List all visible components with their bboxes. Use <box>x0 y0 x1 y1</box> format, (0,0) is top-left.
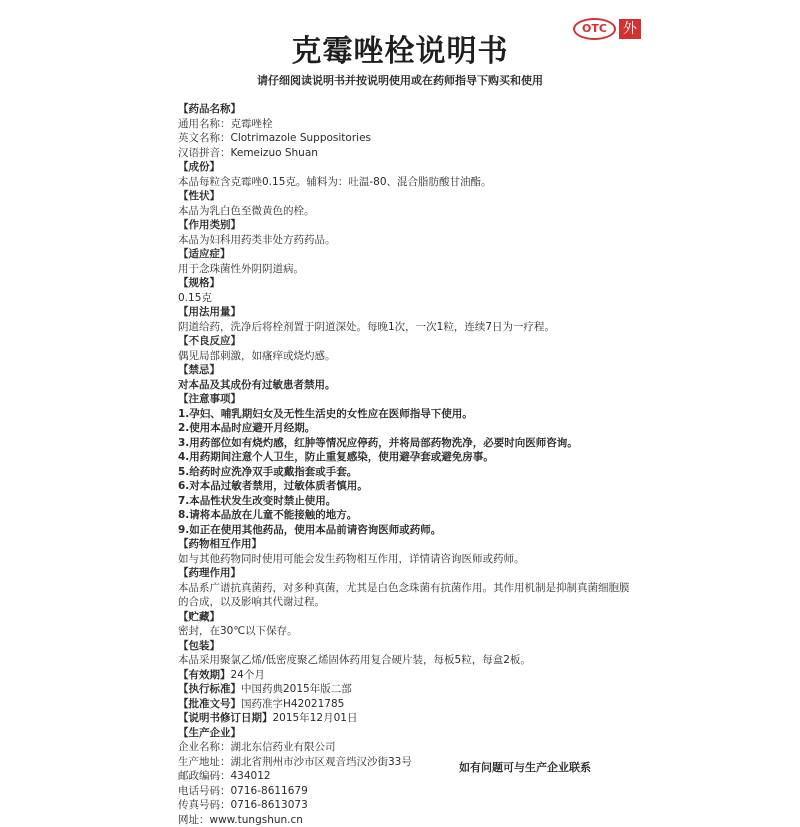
pinyin-name: 汉语拼音：Kemeizuo Shuan <box>178 146 633 161</box>
adverse-text: 偶见局部刺激，如瘙痒或烧灼感。 <box>178 349 633 364</box>
section-heading-contraindications: 【禁忌】 <box>178 363 633 378</box>
package-text: 本品采用聚氯乙烯/低密度聚乙烯固体药用复合硬片装，每板5粒，每盒2板。 <box>178 653 633 668</box>
section-heading-indication: 【适应症】 <box>178 247 633 262</box>
phone-number: 电话号码：0716-8611679 <box>178 784 633 799</box>
spec-text: 0.15克 <box>178 291 633 306</box>
generic-name: 通用名称：克霉唑栓 <box>178 117 633 132</box>
website: 网址：www.tungshun.cn <box>178 813 633 827</box>
usage-text: 阴道给药，洗净后将栓剂置于阴道深处。每晚1次，一次1粒，连续7日为一疗程。 <box>178 320 633 335</box>
section-heading-validity: 【有效期】 <box>178 669 231 681</box>
section-heading-interaction: 【药物相互作用】 <box>178 537 633 552</box>
external-use-badge: 外 <box>619 19 641 39</box>
instruction-subtitle: 请仔细阅读说明书并按说明使用或在药师指导下购买和使用 <box>0 72 800 88</box>
section-heading-ingredients: 【成份】 <box>178 160 633 175</box>
standard-row <box>178 682 633 697</box>
revision-text: 2015年12月01日 <box>273 712 358 724</box>
english-name: 英文名称：Clotrimazole Suppositories <box>178 131 633 146</box>
indication-text: 用于念珠菌性外阴阴道病。 <box>178 262 633 277</box>
leaflet-body <box>178 102 633 827</box>
section-heading-package: 【包装】 <box>178 639 633 654</box>
section-heading-standard: 【执行标准】 <box>178 683 241 695</box>
pharmacology-text: 本品系广谱抗真菌药，对多种真菌，尤其是白色念珠菌有抗菌作用。其作用机制是抑制真菌细胞膜的合成，以及影响其代谢过程。 <box>178 581 633 610</box>
ingredients-text: 本品每粒含克霉唑0.15克。辅料为：吐温-80、混合脂肪酸甘油酯。 <box>178 175 633 190</box>
section-heading-storage: 【贮藏】 <box>178 610 633 625</box>
interaction-text: 如与其他药物同时使用可能会发生药物相互作用，详情请咨询医师或药师。 <box>178 552 633 567</box>
precaution-item: 1.孕妇、哺乳期妇女及无性生活史的女性应在医师指导下使用。 <box>178 407 633 422</box>
validity-row <box>178 668 633 683</box>
postcode: 邮政编码：434012 <box>178 769 633 784</box>
approval-row <box>178 697 633 712</box>
section-heading-spec: 【规格】 <box>178 276 633 291</box>
company-address: 生产地址：湖北省荆州市沙市区观音垱汉沙街33号 <box>178 755 633 770</box>
standard-text: 中国药典2015年版二部 <box>241 683 352 695</box>
section-heading-manufacturer: 【生产企业】 <box>178 726 633 741</box>
section-heading-pharmacology: 【药理作用】 <box>178 566 633 581</box>
fax-number: 传真号码：0716-8613073 <box>178 798 633 813</box>
precaution-item: 8.请将本品放在儿童不能接触的地方。 <box>178 508 633 523</box>
category-text: 本品为妇科用药类非处方药药品。 <box>178 233 633 248</box>
precaution-item: 9.如正在使用其他药品，使用本品前请咨询医师或药师。 <box>178 523 633 538</box>
section-heading-character: 【性状】 <box>178 189 633 204</box>
precaution-item: 4.用药期间注意个人卫生，防止重复感染，使用避孕套或避免房事。 <box>178 450 633 465</box>
section-heading-usage: 【用法用量】 <box>178 305 633 320</box>
precaution-item: 3.用药部位如有烧灼感，红肿等情况应停药，并将局部药物洗净，必要时向医师咨询。 <box>178 436 633 451</box>
precaution-item: 5.给药时应洗净双手或戴指套或手套。 <box>178 465 633 480</box>
precaution-item: 7.本品性状发生改变时禁止使用。 <box>178 494 633 509</box>
section-heading-adverse: 【不良反应】 <box>178 334 633 349</box>
revision-row <box>178 711 633 726</box>
validity-text: 24个月 <box>231 669 265 681</box>
storage-text: 密封，在30℃以下保存。 <box>178 624 633 639</box>
document-title: 克霉唑栓说明书 <box>0 26 800 70</box>
section-heading-approval: 【批准文号】 <box>178 698 241 710</box>
character-text: 本品为乳白色至微黄色的栓。 <box>178 204 633 219</box>
section-heading-precautions: 【注意事项】 <box>178 392 633 407</box>
section-heading-name: 【药品名称】 <box>178 102 633 117</box>
otc-badge: OTC <box>573 18 616 40</box>
contraindications-text: 对本品及其成份有过敏患者禁用。 <box>178 378 633 393</box>
precaution-item: 6.对本品过敏者禁用，过敏体质者慎用。 <box>178 479 633 494</box>
company-name: 企业名称：湖北东信药业有限公司 <box>178 740 633 755</box>
section-heading-category: 【作用类别】 <box>178 218 633 233</box>
precaution-item: 2.使用本品时应避开月经期。 <box>178 421 633 436</box>
section-heading-revision: 【说明书修订日期】 <box>178 712 273 724</box>
badge-group <box>573 18 641 40</box>
approval-text: 国药准字H42021785 <box>241 698 344 710</box>
contact-note: 如有问题可与生产企业联系 <box>459 759 591 775</box>
